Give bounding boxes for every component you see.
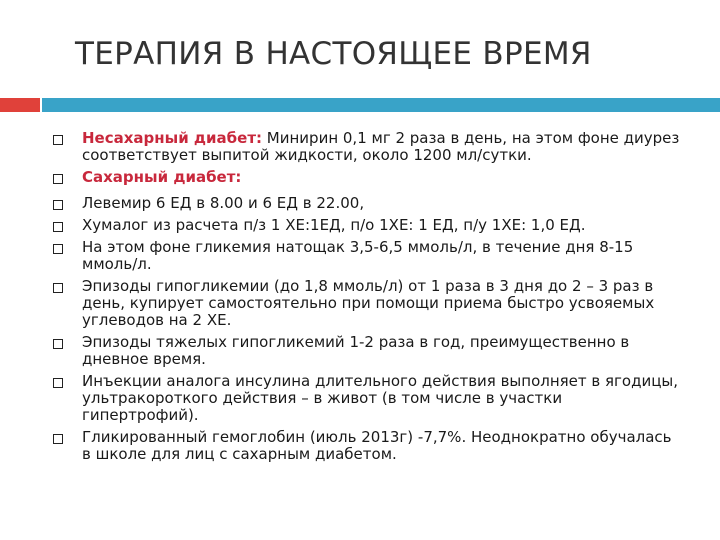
list-item [52,130,680,164]
item-text: Эпизоды гипогликемии (до 1,8 ммоль/л) от 1 раза в 3 дня до 2 – 3 раз в день, купирует самостоятельно при помощи приема быстро усвояемых углеводов на 2 ХЕ. [82,277,655,329]
item-label: Сахарный диабет: [82,168,242,186]
square-bullet-icon [53,200,63,210]
square-bullet-icon [53,244,63,254]
square-bullet-icon [53,378,63,388]
item-text: На этом фоне гликемия натощак 3,5-6,5 ммоль/л, в течение дня 8-15 ммоль/л. [82,238,634,273]
square-bullet-icon [53,174,63,184]
item-text: Минирин 0,1 мг 2 раза в день, на этом фоне диурез соответствует выпитой жидкости, около 1200 мл/сутки. [82,129,680,164]
title-rule-blue [42,98,720,112]
square-bullet-icon [53,283,63,293]
title-rule-red [0,98,40,112]
slide-title: ТЕРАПИЯ В НАСТОЯЩЕЕ ВРЕМЯ [75,36,592,72]
item-text: Инъекции аналога инсулина длительного действия выполняет в ягодицы, ультракороткого действия – в живот (в том числе в участки гипертрофий). [82,372,679,424]
list-item [52,278,680,329]
list-item [52,239,680,273]
item-label: Несахарный диабет: [82,129,263,147]
list-item [52,169,680,186]
list-item [52,429,680,463]
square-bullet-icon [53,222,63,232]
item-text: Левемир 6 ЕД в 8.00 и 6 ЕД в 22.00, [82,194,365,212]
square-bullet-icon [53,135,63,145]
list-item [52,373,680,424]
bullet-list [52,130,680,468]
list-item [52,334,680,368]
list-item [52,195,680,212]
list-item [52,217,680,234]
item-text: Хумалог из расчета п/з 1 ХЕ:1ЕД, п/о 1ХЕ: 1 ЕД, п/у 1ХЕ: 1,0 ЕД. [82,216,586,234]
item-text: Гликированный гемоглобин (июль 2013г) -7,7%. Неоднократно обучалась в школе для лиц с сахарным диабетом. [82,428,672,463]
square-bullet-icon [53,339,63,349]
square-bullet-icon [53,434,63,444]
item-text: Эпизоды тяжелых гипогликемий 1-2 раза в год, преимущественно в дневное время. [82,333,630,368]
